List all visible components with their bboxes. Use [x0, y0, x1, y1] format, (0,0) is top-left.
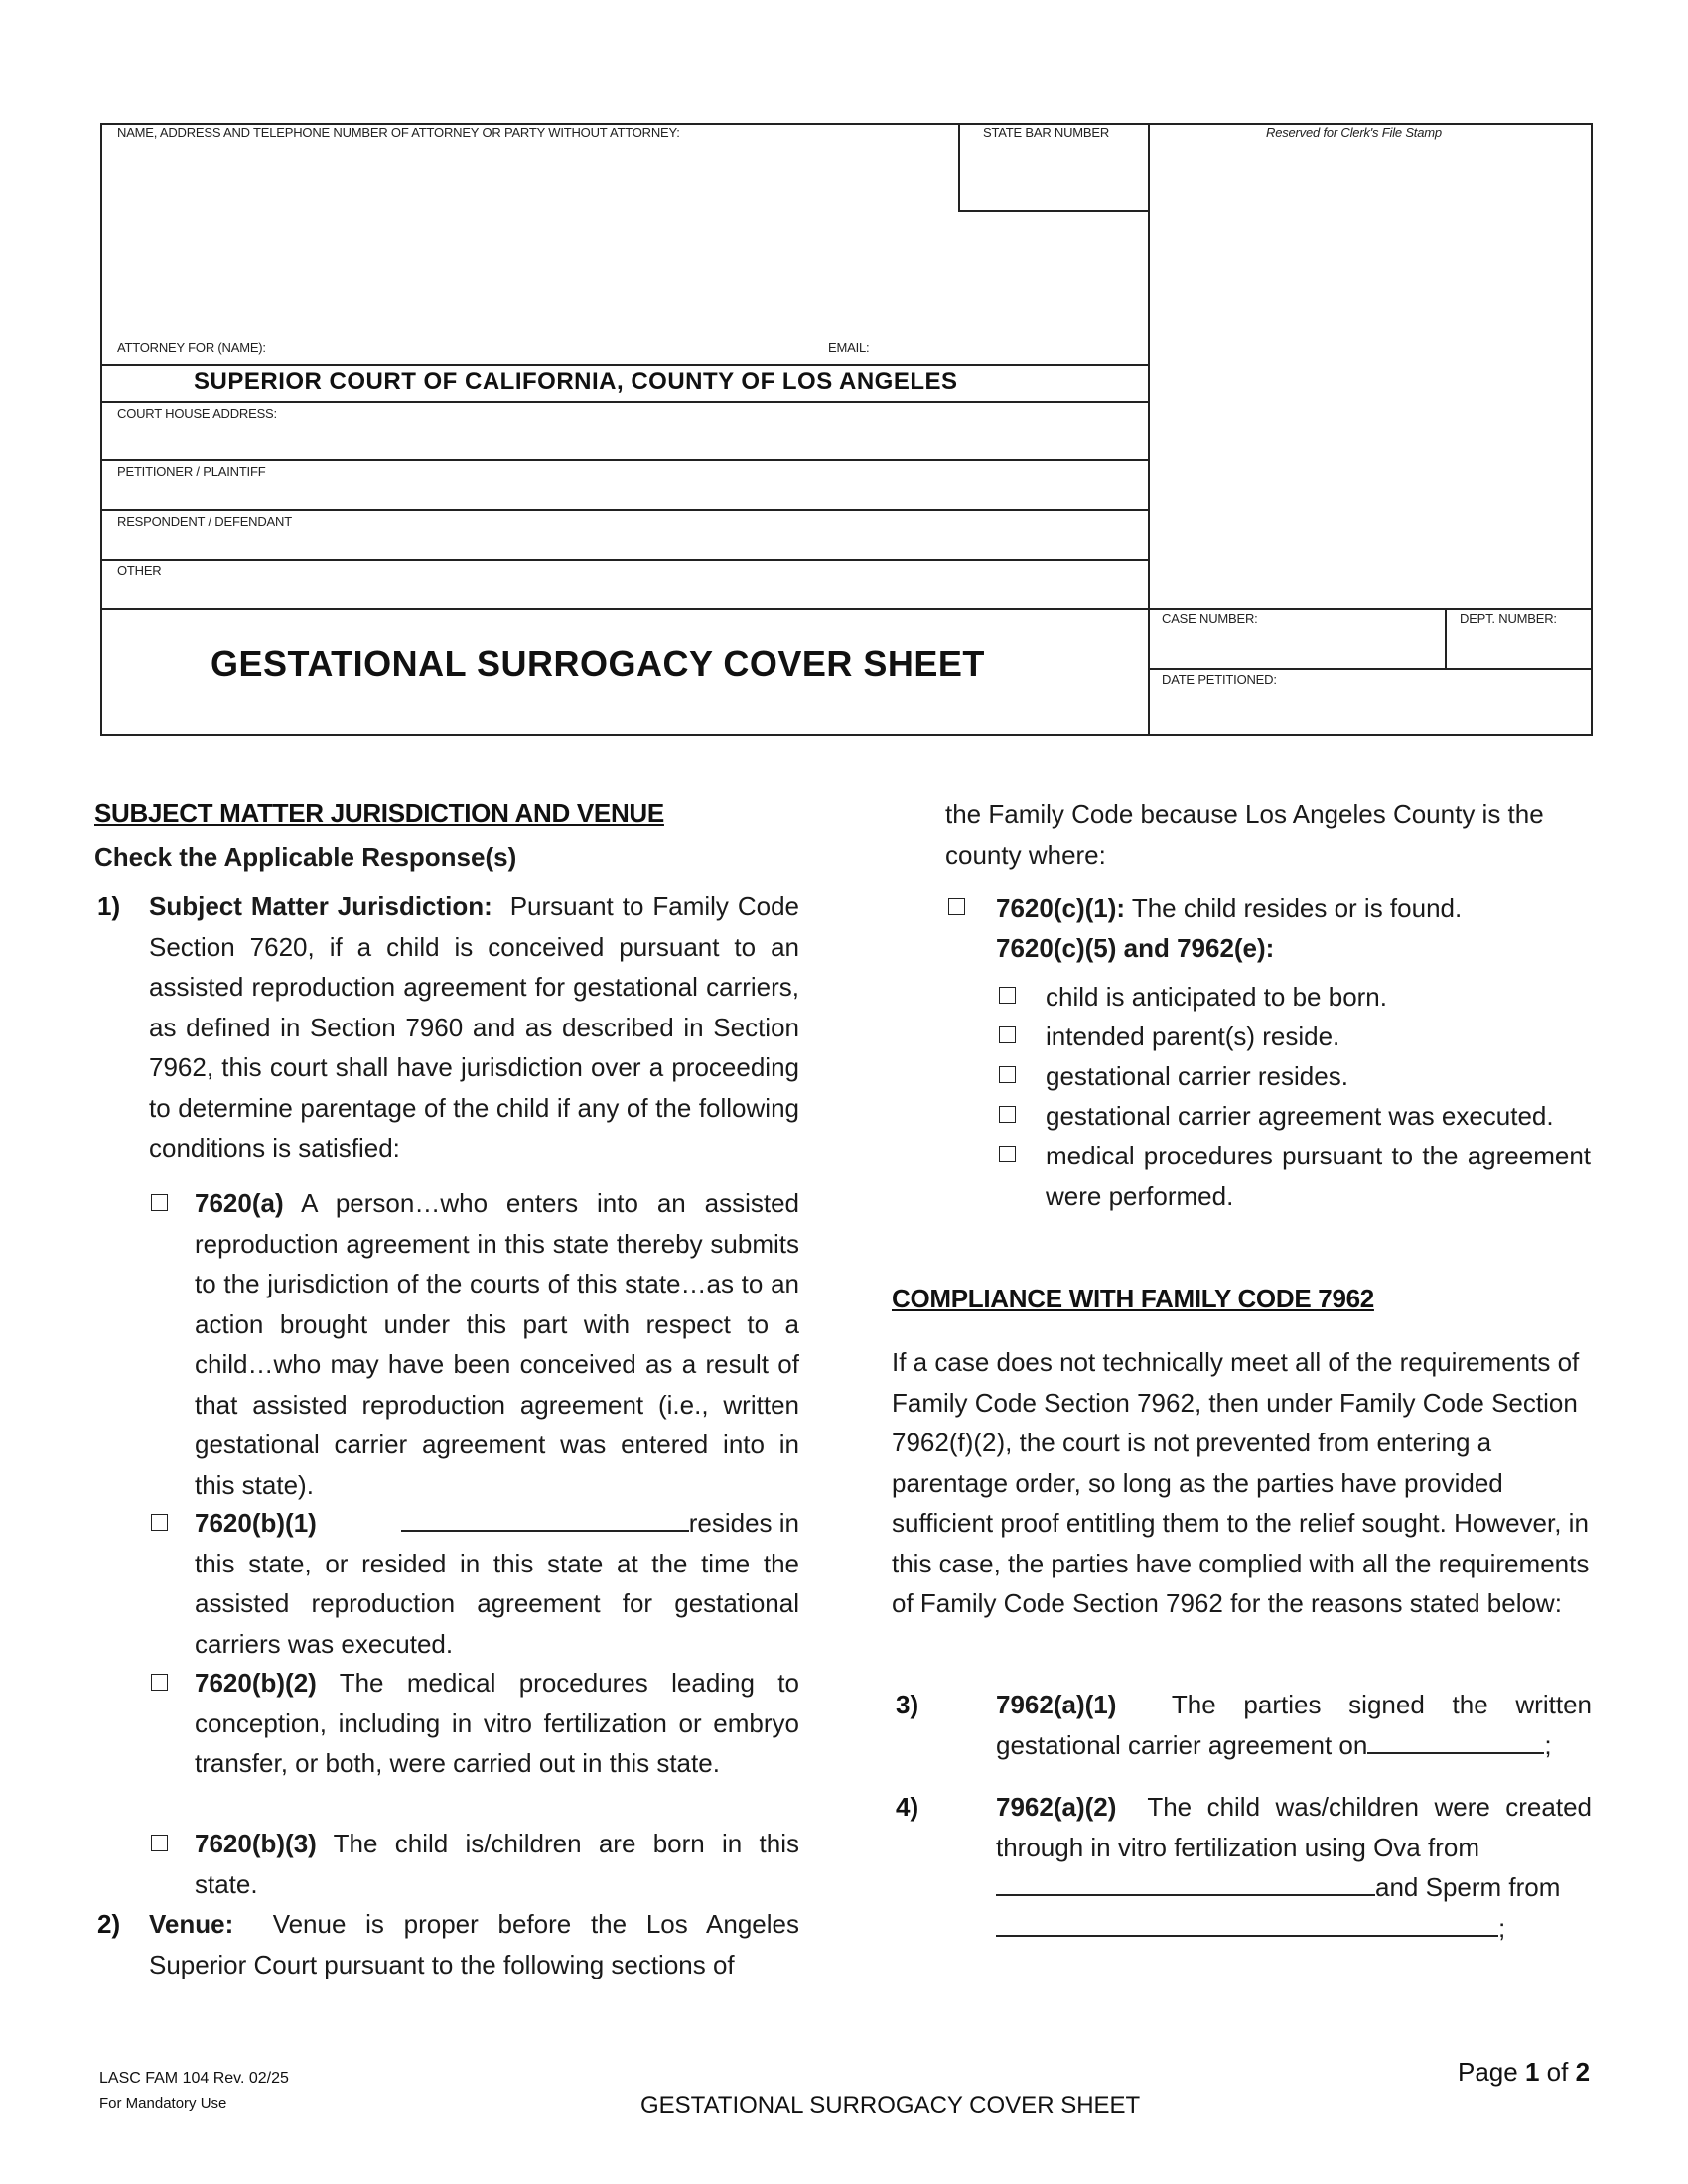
item1-text: Pursuant to Family Code Section 7620, if a child is conceived pursuant to an assisted reproduction agreement for gestational carriers, as defined in Section 7960 and as described in Section 7962, this court shall have jurisdiction over a proceeding to determine parentage of the child if any of the following conditions is satisfied:	[149, 891, 799, 1162]
item3-text: The parties signed the written gestational carrier agreement on	[996, 1690, 1592, 1760]
court-bottom-rule	[100, 401, 1149, 403]
page-word: Page	[1458, 2057, 1518, 2087]
caption-divider	[1148, 123, 1150, 736]
email-label: EMAIL:	[828, 341, 870, 355]
option-7620b2-text: The medical procedures leading to conception, including in vitro fertilization or embryo transfer, or both, were carried out in this state.	[195, 1668, 799, 1778]
state-bar-label: STATE BAR NUMBER	[983, 125, 1110, 140]
attorney-label: NAME, ADDRESS AND TELEPHONE NUMBER OF ATTORNEY OR PARTY WITHOUT ATTORNEY:	[117, 125, 680, 140]
other-label: OTHER	[117, 563, 162, 578]
petitioner-label: PETITIONER / PLAINTIFF	[117, 464, 266, 478]
venue-continued: the Family Code because Los Angeles County is the county where:	[945, 799, 1544, 870]
c5-item-carrier: gestational carrier resides.	[1046, 1061, 1348, 1091]
form-title: GESTATIONAL SURROGACY COVER SHEET	[211, 643, 985, 684]
item3-number: 3)	[896, 1690, 919, 1719]
c5-item-parents: intended parent(s) reside.	[1046, 1022, 1340, 1051]
case-number-label: CASE NUMBER:	[1162, 612, 1258, 626]
item4-number: 4)	[896, 1792, 919, 1822]
case-number-rule	[1148, 668, 1593, 670]
respondent-rule	[100, 559, 1149, 561]
page-of: of	[1546, 2057, 1569, 2087]
item2-lead: Venue:	[149, 1909, 234, 1939]
form-id: LASC FAM 104 Rev. 02/25	[99, 2070, 289, 2087]
item4-mid: and Sperm from	[1375, 1872, 1561, 1902]
checkbox-c5-parents[interactable]	[999, 1026, 1016, 1043]
court-name: SUPERIOR COURT OF CALIFORNIA, COUNTY OF LOS ANGELES	[194, 368, 958, 395]
c5-item-procedures: medical procedures pursuant to the agreement were performed.	[1046, 1141, 1591, 1211]
check-subheading: Check the Applicable Response(s)	[94, 842, 517, 872]
clerk-stamp-label: Reserved for Clerk's File Stamp	[1266, 125, 1442, 140]
courthouse-label: COURT HOUSE ADDRESS:	[117, 406, 277, 421]
item1-paragraph	[149, 887, 799, 1168]
dept-number-label: DEPT. NUMBER:	[1460, 612, 1557, 626]
page-indicator	[1458, 2057, 1590, 2088]
item2-paragraph	[149, 1904, 799, 1984]
item2-text: Venue is proper before the Los Angeles Superior Court pursuant to the following sections of	[149, 1909, 799, 1979]
checkbox-7620b1[interactable]	[151, 1514, 168, 1531]
option-7620a-text: A person…who enters into an assisted reproduction agreement in this state thereby submits to the jurisdiction of the courts of this state…as to an action brought under this part with respect to a child…who may have been conceived as a result of that assisted reproduction agreement (i.e., written gestational carrier agreement was entered into in this state).	[195, 1188, 799, 1500]
item1-lead: Subject Matter Jurisdiction:	[149, 891, 492, 921]
item4-paragraph	[996, 1787, 1592, 1948]
item1-number: 1)	[97, 891, 121, 921]
ova-source-blank[interactable]	[996, 1872, 1375, 1896]
page-current: 1	[1524, 2057, 1540, 2087]
option-7620a-code: 7620(a)	[195, 1188, 284, 1218]
mandatory-use: For Mandatory Use	[99, 2095, 227, 2112]
compliance-heading: COMPLIANCE WITH FAMILY CODE 7962	[892, 1284, 1374, 1313]
compliance-paragraph: If a case does not technically meet all of the requirements of Family Code Section 7962, then under Family Code Section 7962(f)(2), the court is not prevented from entering a parentage order, so long as the parties have provided sufficient proof entitling them to the relief sought. However, in this case, the parties have complied with all the requirements of Family Code Section 7962 for the reasons stated below:	[892, 1347, 1590, 1618]
jurisdiction-heading: SUBJECT MATTER JURISDICTION AND VENUE	[94, 798, 664, 828]
item3-semicolon: ;	[1544, 1729, 1552, 1760]
checkbox-7620c1[interactable]	[948, 898, 965, 915]
item2-number: 2)	[97, 1909, 121, 1939]
c5-item-born: child is anticipated to be born.	[1046, 982, 1387, 1012]
attorney-for-label: ATTORNEY FOR (NAME):	[117, 341, 266, 355]
courthouse-rule	[100, 459, 1149, 461]
dept-divider	[1445, 608, 1447, 669]
option-7620c5-heading: 7620(c)(5) and 7962(e):	[996, 933, 1275, 963]
option-7620c1	[996, 888, 1462, 929]
option-7620a	[195, 1183, 799, 1505]
checkbox-7620a[interactable]	[151, 1194, 168, 1211]
checkbox-c5-procedures[interactable]	[999, 1146, 1016, 1162]
option-7620b2	[195, 1663, 799, 1784]
residence-party-blank[interactable]	[401, 1508, 689, 1532]
state-bar-bottom	[958, 210, 1149, 212]
date-petitioned-label: DATE PETITIONED:	[1162, 672, 1277, 687]
page-total: 2	[1575, 2057, 1591, 2087]
court-top-rule	[100, 364, 1149, 366]
option-7620b2-code: 7620(b)(2)	[195, 1668, 317, 1698]
petitioner-rule	[100, 509, 1149, 511]
item4-text: The child was/children were created through in vitro fertilization using Ova from	[996, 1792, 1592, 1862]
item3-code: 7962(a)(1)	[996, 1690, 1117, 1719]
footer-title: GESTATIONAL SURROGACY COVER SHEET	[640, 2092, 1141, 2118]
agreement-date-blank[interactable]	[1367, 1730, 1544, 1754]
state-bar-divider	[958, 123, 960, 211]
checkbox-c5-carrier[interactable]	[999, 1066, 1016, 1083]
option-7620b3	[195, 1824, 799, 1904]
option-7620b1-code: 7620(b)(1)	[195, 1508, 317, 1538]
checkbox-c5-born[interactable]	[999, 987, 1016, 1004]
respondent-label: RESPONDENT / DEFENDANT	[117, 514, 292, 529]
sperm-source-blank[interactable]	[996, 1913, 1498, 1937]
option-7620b1-suffix: resides in	[688, 1508, 799, 1538]
checkbox-7620b3[interactable]	[151, 1835, 168, 1851]
option-7620b3-code: 7620(b)(3)	[195, 1829, 317, 1858]
option-7620b1-text: this state, or resided in this state at the time the assisted reproduction agreement for gestational carriers was executed.	[195, 1548, 799, 1659]
other-rule	[100, 608, 1593, 610]
checkbox-7620b2[interactable]	[151, 1674, 168, 1691]
option-7620b1	[195, 1503, 799, 1664]
option-7620c1-text: The child resides or is found.	[1131, 893, 1463, 923]
checkbox-c5-executed[interactable]	[999, 1106, 1016, 1123]
c5-item-executed: gestational carrier agreement was executed.	[1046, 1101, 1554, 1131]
item4-code: 7962(a)(2)	[996, 1792, 1117, 1822]
option-7620c1-code: 7620(c)(1):	[996, 893, 1126, 923]
item3-paragraph	[996, 1685, 1592, 1765]
item4-semicolon: ;	[1498, 1912, 1506, 1943]
option-7620b3-text: The child is/children are born in this state.	[195, 1829, 799, 1899]
